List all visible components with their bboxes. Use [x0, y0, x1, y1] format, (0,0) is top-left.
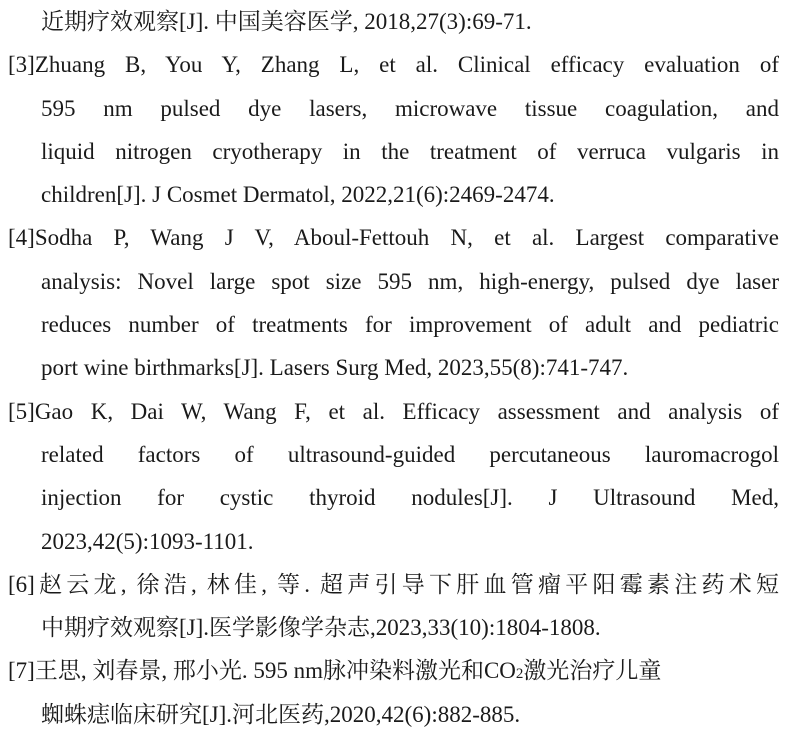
reference-line: liquid nitrogen cryotherapy in the treatment of verruca vulgaris in [41, 138, 779, 164]
reference-line: 中期疗效观察[J].医学影像学杂志,2023,33(10):1804-1808. [41, 615, 601, 641]
reference-text: [7]王思, 刘春景, 邢小光. 595 nm脉冲染料激光和CO [8, 658, 516, 684]
reference-line: [6]赵云龙, 徐浩, 林佳, 等. 超声引导下肝血管瘤平阳霉素注药术短 [8, 571, 779, 597]
reference-item [8, 649, 779, 736]
reference-line: injection for cystic thyroid nodules[J]. J Ultrasound Med, [41, 485, 779, 511]
subscript-2: 2 [515, 666, 524, 683]
reference-item [8, 563, 779, 650]
reference-line: children[J]. J Cosmet Dermatol, 2022,21(6):2469-2474. [41, 182, 555, 208]
reference-line: analysis: Novel large spot size 595 nm, high-energy, pulsed dye laser [41, 268, 779, 294]
reference-line: [4]Sodha P, Wang J V, Aboul-Fettouh N, et al. Largest comparative [8, 225, 779, 251]
reference-text: 激光治疗儿童 [523, 658, 662, 684]
reference-line: port wine birthmarks[J]. Lasers Surg Med, 2023,55(8):741-747. [41, 355, 629, 381]
reference-item [8, 390, 779, 563]
reference-item [8, 43, 779, 216]
reference-line: 蜘蛛痣临床研究[J].河北医药,2020,42(6):882-885. [41, 701, 521, 727]
reference-line: 595 nm pulsed dye lasers, microwave tissue coagulation, and [41, 95, 779, 121]
reference-line: 近期疗效观察[J]. 中国美容医学, 2018,27(3):69-71. [41, 9, 532, 34]
reference-item [8, 216, 779, 389]
reference-line: related factors of ultrasound-guided percutaneous lauromacrogol [41, 441, 779, 467]
reference-line: 2023,42(5):1093-1101. [41, 528, 254, 554]
reference-line [8, 649, 779, 692]
reference-line: reduces number of treatments for improvement of adult and pediatric [41, 312, 779, 338]
reference-line: [5]Gao K, Dai W, Wang F, et al. Efficacy assessment and analysis of [8, 398, 779, 424]
reference-line: [3]Zhuang B, You Y, Zhang L, et al. Clinical efficacy evaluation of [8, 52, 779, 78]
reference-item [8, 0, 779, 43]
